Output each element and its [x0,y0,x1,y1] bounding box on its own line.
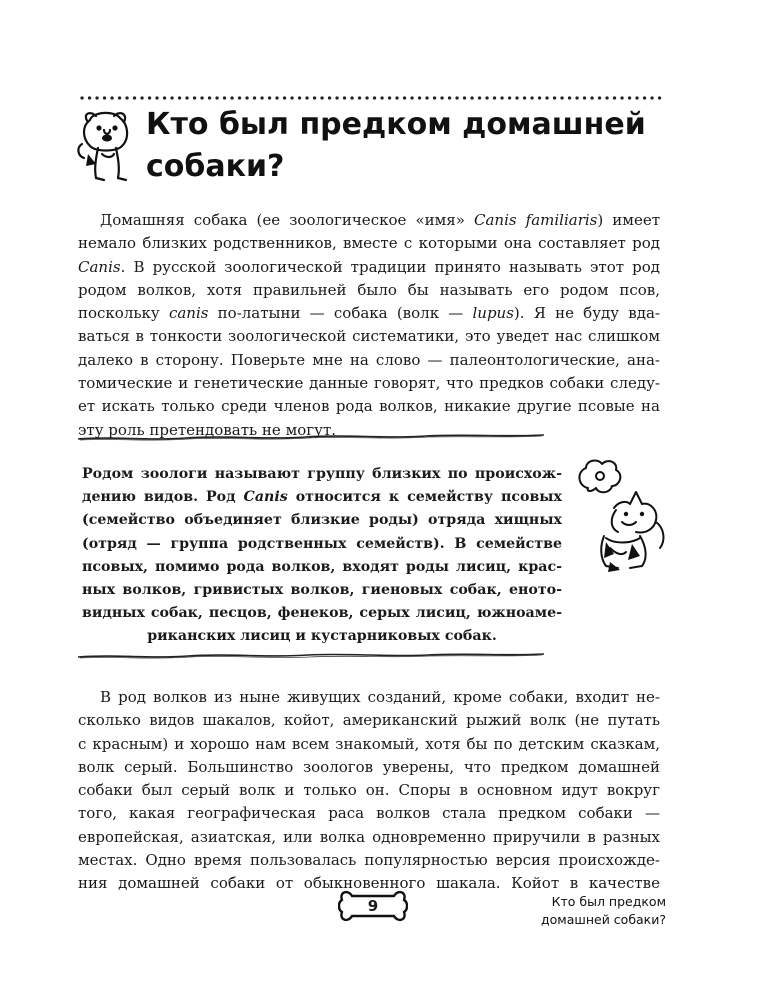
text-line: томические и генетические данные говорят, что предков собаки следу- [78,374,660,393]
text-line: ваться в тонкости зоологической систематики, это уведет нас слишком [78,327,660,346]
main-paragraph [78,686,660,896]
note-line: псовых, помимо рода волков, входят роды лисиц, крас- [82,558,562,575]
text-line: эту роль претендовать не могут. [78,420,337,439]
note-line: риканских лисиц и кустарниковых собак. [147,628,497,645]
text-line: далеко в сторону. Поверьте мне на слово — палеонтологические, ана- [78,350,660,369]
text-line: волк серый. Большинство зоологов уверены, что предком домашней [78,757,660,776]
note-line: Родом зоологи называют группу близких по происхож- [82,466,562,482]
text-line: немало близких родственников, вместе с которыми она составляет род [78,234,660,253]
text-line: местах. Одно время пользовалась популярностью версия происхожде- [78,851,660,870]
note-line: дению видов. Род Canis относится к семейству псовых [82,489,562,506]
text-line: сколько видов шакалов, койот, американский рыжий волк (не путать [78,711,660,730]
dog-illustration-icon [74,108,136,186]
text-line: Домашняя собака (ее зоологическое «имя» Canis familiaris) имеет [100,211,661,229]
page-number: 9 [367,897,379,915]
text-line: ет искать только среди членов рода волков, никакие другие псовые на [78,397,660,416]
text-line: с красным) и хорошо нам всем знакомый, хотя бы по детским сказкам, [78,734,660,753]
text-line: В род волков из ныне живущих созданий, кроме собаки, входит не- [100,688,660,706]
title-line-2: собаки? [146,149,285,184]
text-line: поскольку canis по-латыни — собака (волк — lupus). Я не буду вда- [78,304,660,323]
note-line: ных волков, гривистых волков, гиеновых собак, еното- [82,582,562,599]
wavy-divider [76,430,546,444]
note-line: (отряд — группа родственных семейств). В семействе [82,535,562,552]
text-line: европейская, азиатская, или волка одновременно приручили в разных [78,827,660,846]
title-line-1: Кто был предком домашней [146,107,646,142]
thinking-dog-illustration-icon [570,458,670,576]
running-title [460,893,666,929]
page-title [146,104,666,188]
dotted-rule [80,95,662,101]
text-line: родом волков, хотя правильней было бы называть его родом псов, [78,280,660,299]
text-line: ния домашней собаки от обыкновенного шакала. Койот в качестве [78,874,660,893]
note-line: (семейство объединяет близкие роды) отряда хищных [82,512,562,529]
running-title-line-1: Кто был предком [551,894,666,909]
note-line: видных собак, песцов, фенеков, серых лисиц, южноаме- [82,605,562,622]
text-line: собаки был серый волк и только он. Споры в основном идут вокруг [78,781,660,800]
note-box [82,463,562,649]
running-title-line-2: домашней собаки? [541,912,666,927]
text-line: Canis. В русской зоологической традиции принято называть этот род [78,257,660,276]
intro-paragraph [78,209,660,442]
text-line: того, какая географическая раса волков стала предком собаки — [78,804,660,823]
wavy-divider [76,649,546,663]
